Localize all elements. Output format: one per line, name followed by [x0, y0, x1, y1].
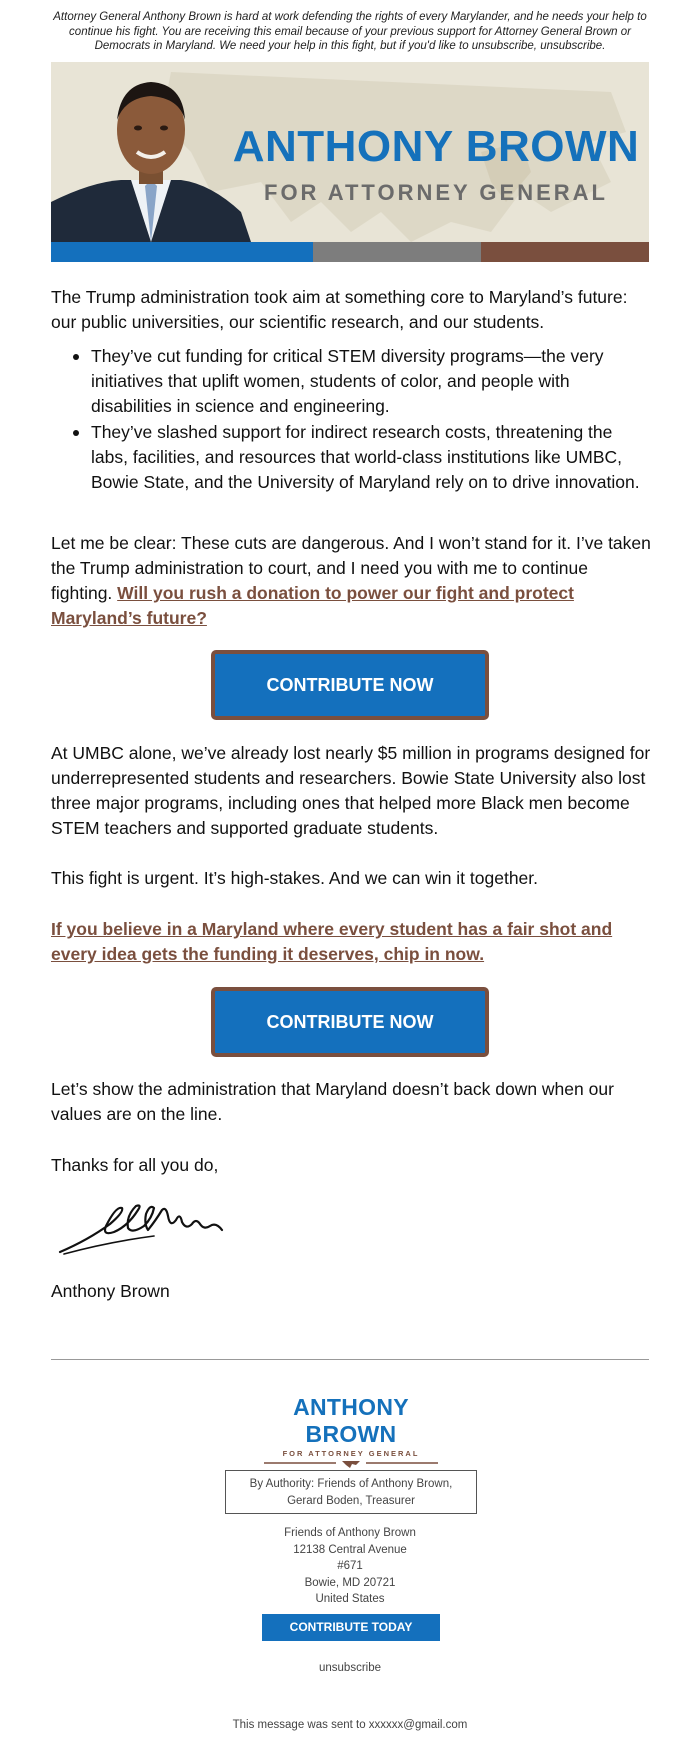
banner-subtitle: FOR ATTORNEY GENERAL: [264, 180, 608, 205]
list-item: They’ve slashed support for indirect research costs, threatening the labs, facilities, and resources that world-class institutions like UMBC, Bowie State, and the University of Maryland rely on to drive innovation.: [51, 420, 651, 495]
cuts-list: [51, 344, 651, 496]
footer-divider: [51, 1359, 649, 1360]
donation-link[interactable]: Will you rush a donation to power our fight and protect Maryland’s future?: [51, 583, 574, 628]
urgent-paragraph: This fight is urgent. It’s high-stakes. And we can win it together.: [51, 868, 539, 888]
contribute-now-button-2[interactable]: CONTRIBUTE NOW: [211, 987, 489, 1057]
address-line: Friends of Anthony Brown: [284, 1527, 416, 1539]
clear-paragraph: [51, 531, 651, 631]
stripe-brown: [481, 242, 649, 262]
mailing-address: [200, 1525, 500, 1608]
unsubscribe-link[interactable]: unsubscribe: [318, 1662, 381, 1674]
clear-text: Let me be clear: These cuts are dangerous. And I won’t stand for it. I’ve taken the Trump administration to court, and I need you with me to continue fighting.: [51, 533, 651, 603]
contribute-today-button[interactable]: CONTRIBUTE TODAY: [262, 1614, 440, 1641]
chip-in-link[interactable]: If you believe in a Maryland where every student has a fair shot and every idea gets the funding it deserves, chip in now.: [51, 919, 613, 964]
footer-logo-subtitle: FOR ATTORNEY GENERAL: [282, 1449, 420, 1458]
sent-to-notice: This message was sent to xxxxxx@gmail.com: [232, 1719, 468, 1731]
intro-paragraph: The Trump administration took aim at something core to Maryland’s future: our public universities, our scientific research, and our students.: [51, 287, 628, 332]
stripe-blue: [51, 242, 313, 262]
stripe-gray: [313, 242, 481, 262]
signer-name: Anthony Brown: [51, 1281, 170, 1301]
list-item: They’ve cut funding for critical STEM diversity programs—the very initiatives that uplift women, students of color, and people with disabilities in science and engineering.: [51, 344, 651, 419]
authority-line-1: By Authority: Friends of Anthony Brown,: [249, 1478, 453, 1490]
footer-logo: [256, 1394, 446, 1476]
contribute-now-button[interactable]: CONTRIBUTE NOW: [211, 650, 489, 720]
header-banner: [51, 62, 649, 262]
anthony-brown-portrait: [51, 62, 251, 242]
believe-paragraph: [51, 917, 651, 967]
address-line: United States: [315, 1593, 385, 1605]
banner-name: ANTHONY BROWN: [232, 122, 640, 171]
address-line: Bowie, MD 20721: [304, 1576, 396, 1589]
address-line: #671: [337, 1560, 363, 1572]
signature-image: [58, 1196, 238, 1258]
umbc-paragraph: At UMBC alone, we’ve already lost nearly $5 million in programs designed for underrepresented students and researchers. Bowie State University also lost three major programs, including ones that helped more Black men become STEM teachers and supported graduate students.: [51, 743, 651, 838]
authority-line-2: Gerard Boden, Treasurer: [287, 1495, 415, 1507]
footer-logo-name: ANTHONY BROWN: [293, 1394, 409, 1447]
authority-box: [225, 1470, 477, 1514]
thanks-text: Thanks for all you do,: [51, 1155, 219, 1175]
show-paragraph: Let’s show the administration that Maryland doesn’t back down when our values are on the line.: [51, 1079, 614, 1124]
preheader-text: Attorney General Anthony Brown is hard at work defending the rights of every Marylander, and he needs your help to continue his fight. You are receiving this email because of your previous support for Attorney General Brown or Democrats in Maryland. We need your help in this fight, but if you'd like to unsubscribe, unsubscribe.: [53, 11, 647, 52]
address-line: 12138 Central Avenue: [293, 1543, 407, 1556]
